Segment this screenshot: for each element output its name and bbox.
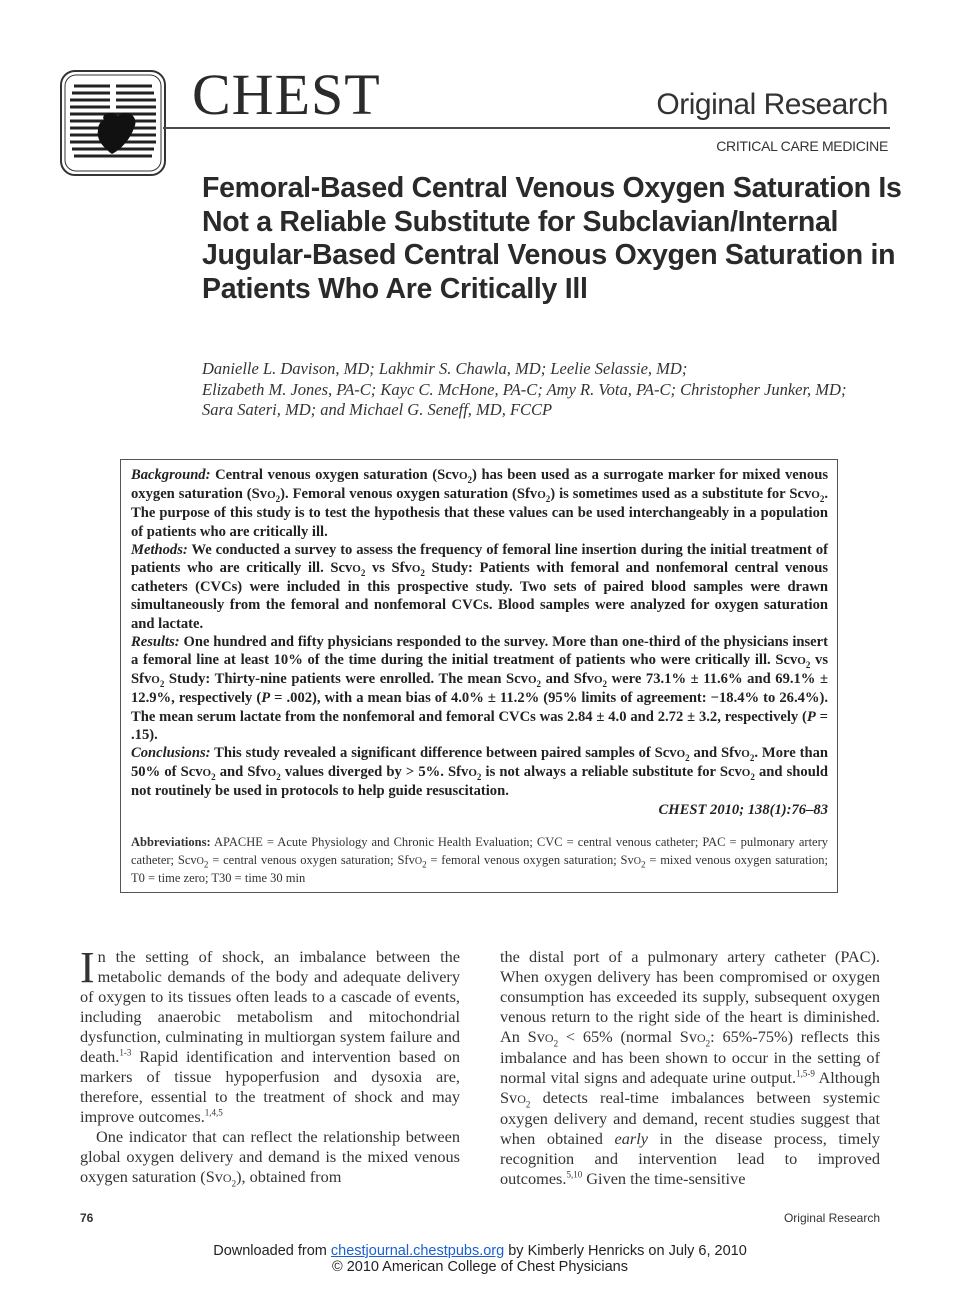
citation: CHEST 2010; 138(1):76–83 [658, 801, 828, 818]
page-number: 76 [80, 1211, 94, 1225]
background-label: Background: [131, 467, 211, 483]
body-column-left [80, 943, 460, 1189]
body-column-right [500, 947, 880, 1189]
journal-title: CHEST [192, 62, 381, 127]
body-paragraph: One indicator that can reflect the relationship between global oxygen delivery and demand is the mixed venous oxygen saturation (SvO$_2$), obtained from [80, 1127, 460, 1189]
section-label: Original Research [656, 88, 888, 121]
abbreviations-label: Abbreviations: [131, 835, 211, 849]
author-line: Sara Sateri, MD; and Michael G. Seneff, MD, FCCP [202, 400, 553, 419]
download-link[interactable]: chestjournal.chestpubs.org [330, 1243, 505, 1259]
drop-cap: I [80, 943, 95, 992]
abstract-methods: Methods: We conducted a survey to assess the frequency of femoral line insertion during the initial treatment of patients who are critically ill. ScvO$_2$ vs SfvO$_2$ Study: Patients with femoral and nonfemoral central venous catheters (CVCs) were included in this prospective study. Two sets of paired blood samples were drawn simultaneously from the femoral and nonfemoral CVCs. Blood samples were analyzed for oxygen saturation and lactate. [131, 541, 828, 632]
body-paragraph: the distal port of a pulmonary artery catheter (PAC). When oxygen delivery has been compromised or oxygen consumption has exceeded its supply, subsequent oxygen venous return to the right side of the heart is diminished. An SvO$_2$ < 65% (normal SvO$_2$: 65%-75%) reflects this imbalance and has been shown to occur in the setting of normal vital signs and adequate urine output.$^{1,5-9}$ Although SvO$_2$ detects real-time imbalances between systemic oxygen delivery and demand, recent studies suggest that when obtained early in the disease process, timely recognition and intervention lead to improved outcomes.$^{5,10}$ Given the time-sensitive [500, 947, 881, 1188]
results-label: Results: [131, 633, 180, 650]
subsection-label: CRITICAL CARE MEDICINE [716, 138, 888, 154]
download-suffix: by Kimberly Henricks on July 6, 2010 [504, 1243, 747, 1259]
author-line: Elizabeth M. Jones, PA-C; Kayc C. McHone, PA-C; Amy R. Vota, PA-C; Christopher Junker, MD; [202, 379, 847, 399]
footer-section-label: Original Research [783, 1211, 880, 1225]
author-list [202, 359, 902, 421]
abstract [131, 466, 828, 819]
download-notice [0, 1243, 960, 1259]
abstract-conclusions: Conclusions: This study revealed a significant difference between paired samples of ScvO$_2$ and SfvO$_2$. More than 50% of ScvO$_2$ and SfvO$_2$ values diverged by > 5%. SfvO$_2$ is not always a reliable substitute for ScvO$_2$ and should not routinely be used in protocols to help guide resuscitation. [131, 745, 828, 800]
body-paragraph: In the setting of shock, an imbalance between the metabolic demands of the body and adequate delivery of oxygen to its tissues often leads to a cascade of events, including anaerobic metabolism and mitochondrial dysfunction, culminating in multiorgan system failure and death.$^{1-3}$ Rapid identification and intervention based on markers of tissue hypoperfusion and dysoxia are, therefore, essential to the treatment of shock and may improve outcomes.$^{1,4,5}$ [80, 943, 460, 1126]
methods-label: Methods: [131, 541, 188, 558]
header-rule [163, 127, 890, 129]
chest-journal-logo [60, 70, 166, 176]
author-line: Danielle L. Davison, MD; Lakhmir S. Chawla, MD; Leelie Selassie, MD; [202, 359, 688, 378]
abbreviations: Abbreviations: APACHE = Acute Physiology and Chronic Health Evaluation; CVC = central venous catheter; PAC = pulmonary artery catheter; ScvO$_2$ = central venous oxygen saturation; SfvO$_2$ = femoral venous oxygen saturation; SvO$_2$ = mixed venous oxygen saturation; T0 = time zero; T30 = time 30 min [131, 835, 828, 885]
download-prefix: Downloaded from [213, 1243, 331, 1259]
abstract-background: Background: Central venous oxygen saturation (ScvO$_2$) has been used as a surrogate marker for mixed venous oxygen saturation (SvO$_2$). Femoral venous oxygen saturation (SfvO$_2$) is sometimes used as a substitute for ScvO$_2$. The purpose of this study is to test the hypothesis that these values can be used interchangeably in a population of patients who are critically ill. [131, 467, 828, 540]
conclusions-label: Conclusions: [131, 745, 211, 762]
copyright-notice: © 2010 American College of Chest Physicians [331, 1259, 628, 1275]
article-title: Femoral-Based Central Venous Oxygen Saturation Is Not a Reliable Substitute for Subclavian/Internal Jugular-Based Central Venous Oxygen Saturation in Patients Who Are Critically Ill [202, 172, 902, 305]
abstract-results: Results: One hundred and fifty physicians responded to the survey. More than one-third of the physicians insert a femoral line at least 10% of the time during the initial treatment of patients who were critically ill. ScvO$_2$ vs SfvO$_2$ Study: Thirty-nine patients were enrolled. The mean ScvO$_2$ and SfvO$_2$ were 73.1% ± 11.6% and 69.1% ± 12.9%, respectively (P = .002), with a mean bias of 4.0% ± 11.2% (95% limits of agreement: −18.4% to 26.4%). The mean serum lactate from the nonfemoral and femoral CVCs was 2.84 ± 4.0 and 2.72 ± 3.2, respectively (P = .15). [131, 633, 829, 743]
